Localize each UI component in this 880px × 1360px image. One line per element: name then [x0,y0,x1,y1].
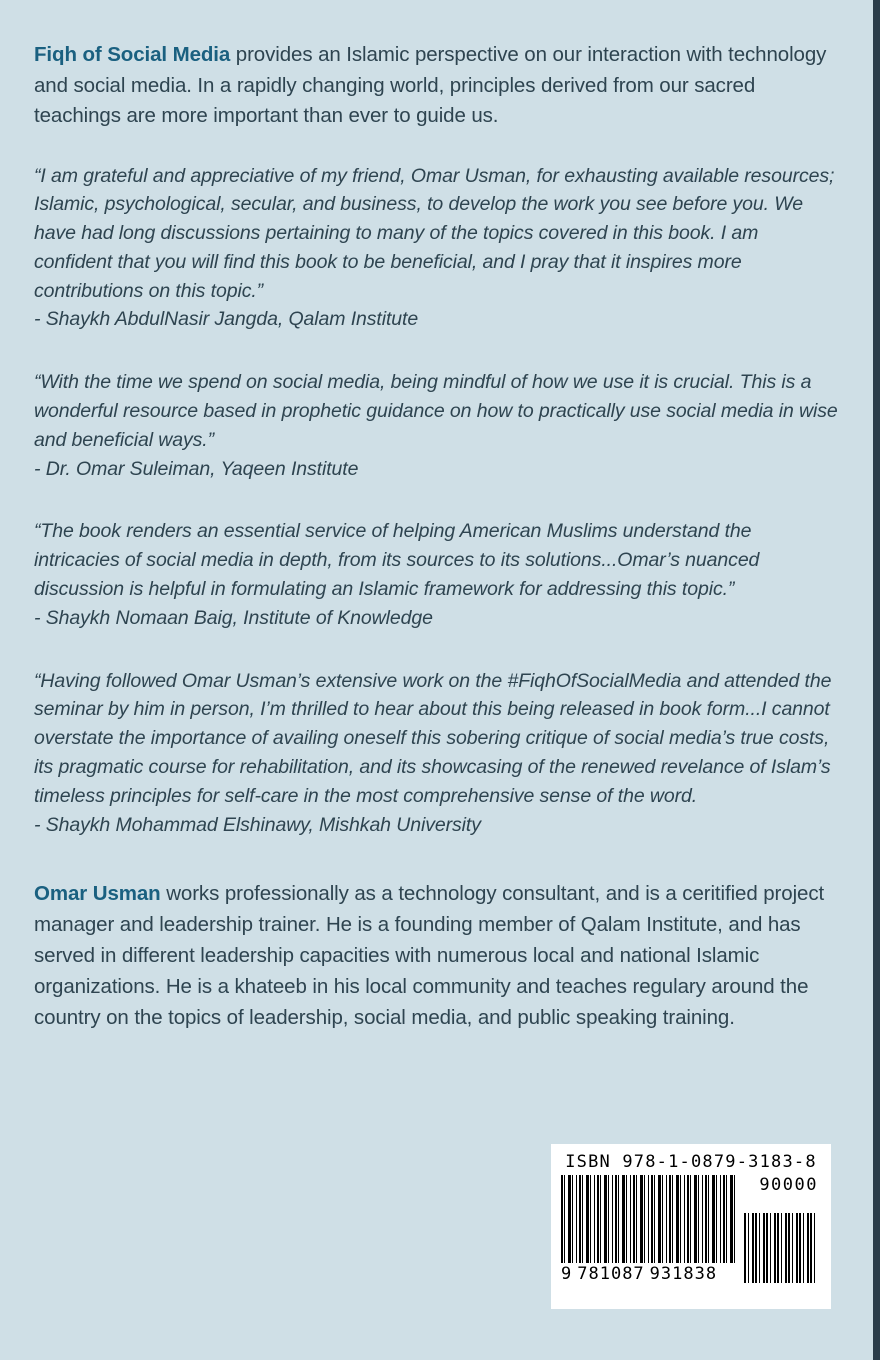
quote-attribution: - Dr. Omar Suleiman, Yaqeen Institute [34,457,359,480]
barcode-bars-row [561,1175,821,1284]
book-title-lead: Fiqh of Social Media [34,43,231,66]
quote-text: “I am grateful and appreciative of my friend, Omar Usman, for exhausting available resources; Islamic, psychological, secular, and business, to develop the work you see before you. We have had long discussions pertaining to many of the topics covered in this book. I am confident that you will find this book to be beneficial, and I pray that it inspires more contributions on this topic.” [34,164,835,302]
quote-text: “The book renders an essential service of helping American Muslims understand the intricacies of social media in depth, from its sources to its solutions...Omar’s nuanced discussion is helpful in formulating an Islamic framework for addressing this topic.” [34,520,760,601]
quote-attribution: - Shaykh Nomaan Baig, Institute of Knowledge [34,606,433,629]
ean5-addon-block [744,1175,818,1283]
isbn-label: ISBN 978-1-0879-3183-8 [565,1152,817,1172]
author-bio [34,879,839,1033]
price-code: 90000 [759,1175,818,1195]
ean-group-1: 781087 [577,1264,645,1284]
ean13-main-block [561,1175,737,1284]
quote-attribution: - Shaykh Mohammad Elshinawy, Mishkah University [34,813,481,836]
book-blurb [34,40,839,132]
addon-barcode-bars-icon [744,1213,818,1283]
author-bio-rest: works professionally as a technology consultant, and is a ceritified project manager and leadership trainer. He is a founding member of Qalam Institute, and has served in different leadership capacities with numerous local and national Islamic organizations. He is a khateeb in his local community and teaches regulary around the country on the topics of leadership, social media, and public speaking training. [34,882,825,1029]
quote-text: “With the time we spend on social media, being mindful of how we use it is crucial. This is a wonderful resource based in prophetic guidance on how to practically use social media in wise and beneficial ways.” [34,371,838,451]
endorsement-quote-4 [34,667,839,840]
quote-attribution: - Shaykh AbdulNasir Jangda, Qalam Institute [34,308,419,331]
ean-digits [561,1264,737,1284]
quote-text: “Having followed Omar Usman’s extensive work on the #FiqhOfSocialMedia and attended the seminar by him in person, I’m thrilled to hear about this being released in book form...I cannot overstate the importance of availing oneself this sobering critique of social media’s true costs, its pragmatic course for rehabilitation, and its showcasing of the renewed revelance of Islam’s timeless principles for self-care in the most comprehensive sense of the word. [34,669,832,807]
spine-edge-strip [873,0,880,1360]
isbn-barcode-panel [551,1144,831,1309]
ean-lead-digit: 9 [561,1264,573,1284]
book-blurb-rest: provides an Islamic perspective on our interaction with technology and social media. In a rapidly changing world, principles derived from our sacred teachings are more important than ever to guide us. [34,43,827,127]
author-name: Omar Usman [34,882,161,906]
barcode-bars-icon [561,1175,737,1263]
endorsement-quote-2 [34,368,839,483]
endorsement-quote-3 [34,517,839,632]
endorsement-quote-1 [34,162,839,335]
ean-group-2: 931838 [649,1264,718,1284]
